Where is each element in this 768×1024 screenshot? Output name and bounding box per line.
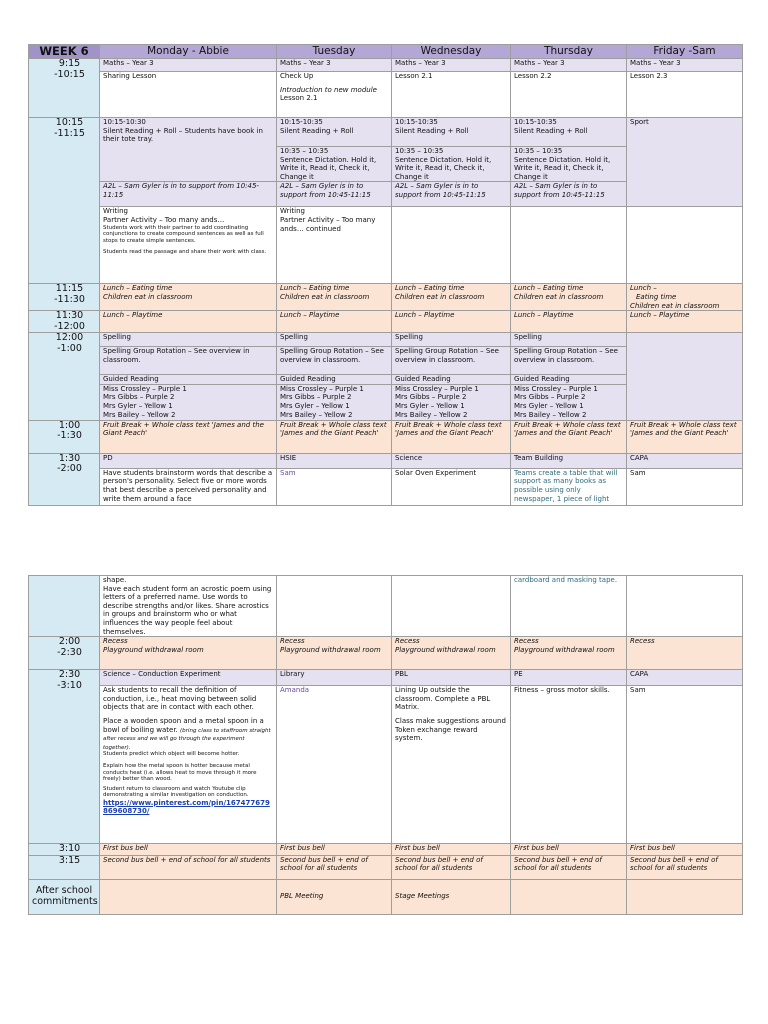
time-slot: 1:30 -2:00: [29, 453, 100, 505]
fruit-break-cell: Fruit Break + Whole class text 'James and the Giant Peach': [627, 420, 743, 453]
spelling-rotation-cell: Spelling Group Rotation – See overview in classroom.: [511, 347, 627, 375]
subject-cell: HSIE: [277, 453, 392, 468]
dictation-cell: 10:35 – 10:35 Sentence Dictation. Hold it, Write it, Read it, Check it, Change it: [277, 147, 392, 182]
subject-cell: CAPA: [627, 453, 743, 468]
subject-cell: PE: [511, 670, 627, 686]
lesson-cell: Ask students to recall the definition of conduction, i.e., heat moving between solid objects that are in contact with each other. Place a wooden spoon and a metal spoon in a bowl of boiling water. (bring class to staffroom straight after recess and we will go through the experiment together). Students predict which object will become hotter. Explain how the metal spoon is hotter because metal conducts heat (i.e. allows heat to move through it more freely) better than wood. Student return to classroom and watch Youtube clip demonstrating a similar investigation on conduction. https://www.pinterest.com/pin/167477679869608730/: [100, 686, 277, 844]
empty-cell: [627, 207, 743, 284]
playtime-cell: Lunch – Playtime: [627, 311, 743, 333]
dictation-cell: 10:35 – 10:35 Sentence Dictation. Hold it, Write it, Read it, Check it, Change it: [511, 147, 627, 182]
subject-cell: Science: [392, 453, 511, 468]
end-of-school-cell: Second bus bell + end of school for all students: [627, 855, 743, 879]
meeting-cell: Stage Meetings: [392, 879, 511, 914]
lunch-cell: Lunch – Eating time Children eat in classroom: [100, 284, 277, 311]
fruit-break-cell: Fruit Break + Whole class text 'James and the Giant Peach': [392, 420, 511, 453]
bus-bell-cell: First bus bell: [511, 844, 627, 856]
time-slot: 11:30 -12:00: [29, 311, 100, 333]
reading-groups-cell: Miss Crossley – Purple 1 Mrs Gibbs – Purple 2 Mrs Gyler – Yellow 1 Mrs Bailey – Yellow 2: [392, 384, 511, 420]
recess-cell: Recess Playground withdrawal room: [100, 637, 277, 670]
empty-cell: [100, 879, 277, 914]
subject-cell: Science – Conduction Experiment: [100, 670, 277, 686]
lunch-cell: Lunch – Eating time Children eat in classroom: [392, 284, 511, 311]
day-header-thursday: Thursday: [511, 45, 627, 59]
end-of-school-cell: Second bus bell + end of school for all students: [277, 855, 392, 879]
spelling-cell: Spelling: [100, 333, 277, 347]
day-header-monday: Monday - Abbie: [100, 45, 277, 59]
time-slot: [29, 576, 100, 637]
recess-cell: Recess Playground withdrawal room: [392, 637, 511, 670]
sport-cell: Sport: [627, 118, 743, 207]
pinterest-link[interactable]: https://www.pinterest.com/pin/167477679869608730/: [103, 798, 270, 816]
lesson-cell: Have students brainstorm words that describe a person's personality. Select five or more words that best describe a perceived personality and write them around a face: [100, 468, 277, 505]
time-slot: 1:00 -1:30: [29, 420, 100, 453]
guided-reading-cell: Guided Reading: [277, 375, 392, 385]
lesson-cell: cardboard and masking tape.: [511, 576, 627, 637]
reading-groups-cell: Miss Crossley – Purple 1 Mrs Gibbs – Purple 2 Mrs Gyler – Yellow 1 Mrs Bailey – Yellow 2: [277, 384, 392, 420]
lesson-cell: Teams create a table that will support as many books as possible using only newspaper, 1 piece of light: [511, 468, 627, 505]
playtime-cell: Lunch – Playtime: [277, 311, 392, 333]
bus-bell-cell: First bus bell: [277, 844, 392, 856]
subject-cell: CAPA: [627, 670, 743, 686]
week-label: WEEK 6: [29, 45, 100, 59]
spelling-cell: Spelling: [511, 333, 627, 347]
empty-cell: [627, 879, 743, 914]
spelling-rotation-cell: Spelling Group Rotation – See overview in classroom.: [277, 347, 392, 375]
time-slot: 3:10: [29, 844, 100, 856]
empty-cell: [392, 576, 511, 637]
subject-cell: PD: [100, 453, 277, 468]
end-of-school-cell: Second bus bell + end of school for all students: [392, 855, 511, 879]
subject-cell: Team Building: [511, 453, 627, 468]
spelling-rotation-cell: Spelling Group Rotation – See overview in classroom.: [392, 347, 511, 375]
subject-cell: Maths – Year 3: [392, 59, 511, 72]
empty-cell: [511, 879, 627, 914]
subject-cell: Maths – Year 3: [100, 59, 277, 72]
timetable-bottom: [28, 575, 743, 915]
lesson-cell: Check Up Introduction to new module Lesson 2.1: [277, 72, 392, 118]
meeting-cell: PBL Meeting: [277, 879, 392, 914]
day-header-tuesday: Tuesday: [277, 45, 392, 59]
reading-groups-cell: Miss Crossley – Purple 1 Mrs Gibbs – Purple 2 Mrs Gyler – Yellow 1 Mrs Bailey – Yellow 2: [511, 384, 627, 420]
empty-cell: [627, 333, 743, 421]
recess-cell: Recess: [627, 637, 743, 670]
bus-bell-cell: First bus bell: [392, 844, 511, 856]
end-of-school-cell: Second bus bell + end of school for all students: [511, 855, 627, 879]
empty-cell: [392, 207, 511, 284]
bus-bell-cell: First bus bell: [627, 844, 743, 856]
spelling-cell: Spelling: [392, 333, 511, 347]
dictation-cell: 10:35 – 10:35 Sentence Dictation. Hold it, Write it, Read it, Check it, Change it: [392, 147, 511, 182]
playtime-cell: Lunch – Playtime: [392, 311, 511, 333]
lesson-cell: Sam: [627, 686, 743, 844]
reading-cell: 10:15-10:35 Silent Reading + Roll: [511, 118, 627, 147]
lesson-cell: Lesson 2.3: [627, 72, 743, 118]
lesson-cell: Lesson 2.2: [511, 72, 627, 118]
fruit-break-cell: Fruit Break + Whole class text 'James and the Giant Peach': [100, 420, 277, 453]
time-slot: 12:00 -1:00: [29, 333, 100, 421]
day-header-wednesday: Wednesday: [392, 45, 511, 59]
time-slot: 2:00 -2:30: [29, 637, 100, 670]
lunch-cell: Lunch – Eating time Children eat in classroom: [511, 284, 627, 311]
playtime-cell: Lunch – Playtime: [100, 311, 277, 333]
lesson-cell: Fitness – gross motor skills.: [511, 686, 627, 844]
lesson-cell: Sam: [627, 468, 743, 505]
fruit-break-cell: Fruit Break + Whole class text 'James and the Giant Peach': [277, 420, 392, 453]
guided-reading-cell: Guided Reading: [392, 375, 511, 385]
reading-groups-cell: Miss Crossley – Purple 1 Mrs Gibbs – Purple 2 Mrs Gyler – Yellow 1 Mrs Bailey – Yellow 2: [100, 384, 277, 420]
writing-cell: Writing Partner Activity – Too many ands… Students work with their partner to add coordinating conjunctions to create compound sentences as well as full stops to create simple sentences. Students read the passage and share their work with class.: [100, 207, 277, 284]
lunch-cell: Lunch – Eating time Children eat in classroom: [627, 284, 743, 311]
fruit-break-cell: Fruit Break + Whole class text 'James and the Giant Peach': [511, 420, 627, 453]
a2l-cell: A2L – Sam Gyler is in to support from 10:45-11:15: [277, 182, 392, 207]
time-slot: 10:15 -11:15: [29, 118, 100, 284]
empty-cell: [277, 576, 392, 637]
subject-cell: Maths – Year 3: [627, 59, 743, 72]
end-of-school-cell: Second bus bell + end of school for all students: [100, 855, 277, 879]
timetable-top: [28, 44, 743, 506]
time-slot: 9:15 -10:15: [29, 59, 100, 118]
lesson-cell: shape. Have each student form an acrostic poem using letters of a preferred name. Use words to describe strengths and/or likes. Share acrostics in groups and brainstorm who or what influences the way people feel about themselves.: [100, 576, 277, 637]
writing-cell: Writing Partner Activity – Too many ands… continued: [277, 207, 392, 284]
subject-cell: Library: [277, 670, 392, 686]
guided-reading-cell: Guided Reading: [511, 375, 627, 385]
a2l-cell: A2L – Sam Gyler is in to support from 10:45-11:15: [100, 182, 277, 207]
reading-cell: 10:15-10:35 Silent Reading + Roll: [392, 118, 511, 147]
lesson-cell: Sharing Lesson: [100, 72, 277, 118]
subject-cell: Maths – Year 3: [511, 59, 627, 72]
playtime-cell: Lunch – Playtime: [511, 311, 627, 333]
subject-cell: Maths – Year 3: [277, 59, 392, 72]
time-slot: 11:15 -11:30: [29, 284, 100, 311]
empty-cell: [627, 576, 743, 637]
time-slot: 3:15: [29, 855, 100, 879]
reading-cell: 10:15-10:30 Silent Reading + Roll – Students have book in their tote tray.: [100, 118, 277, 182]
recess-cell: Recess Playground withdrawal room: [277, 637, 392, 670]
time-slot: 2:30 -3:10: [29, 670, 100, 844]
lesson-cell: Solar Oven Experiment: [392, 468, 511, 505]
lunch-cell: Lunch – Eating time Children eat in classroom: [277, 284, 392, 311]
spelling-cell: Spelling: [277, 333, 392, 347]
a2l-cell: A2L – Sam Gyler is in to support from 10:45-11:15: [392, 182, 511, 207]
day-header-friday: Friday -Sam: [627, 45, 743, 59]
lesson-cell: Amanda: [277, 686, 392, 844]
time-slot: After school commitments: [29, 879, 100, 914]
guided-reading-cell: Guided Reading: [100, 375, 277, 385]
reading-cell: 10:15-10:35 Silent Reading + Roll: [277, 118, 392, 147]
empty-cell: [511, 207, 627, 284]
bus-bell-cell: First bus bell: [100, 844, 277, 856]
subject-cell: PBL: [392, 670, 511, 686]
lesson-cell: Sam: [277, 468, 392, 505]
lesson-cell: Lining Up outside the classroom. Complete a PBL Matrix. Class make suggestions around Token exchange reward system.: [392, 686, 511, 844]
spelling-rotation-cell: Spelling Group Rotation – See overview in classroom.: [100, 347, 277, 375]
lesson-cell: Lesson 2.1: [392, 72, 511, 118]
recess-cell: Recess Playground withdrawal room: [511, 637, 627, 670]
a2l-cell: A2L – Sam Gyler is in to support from 10:45-11:15: [511, 182, 627, 207]
